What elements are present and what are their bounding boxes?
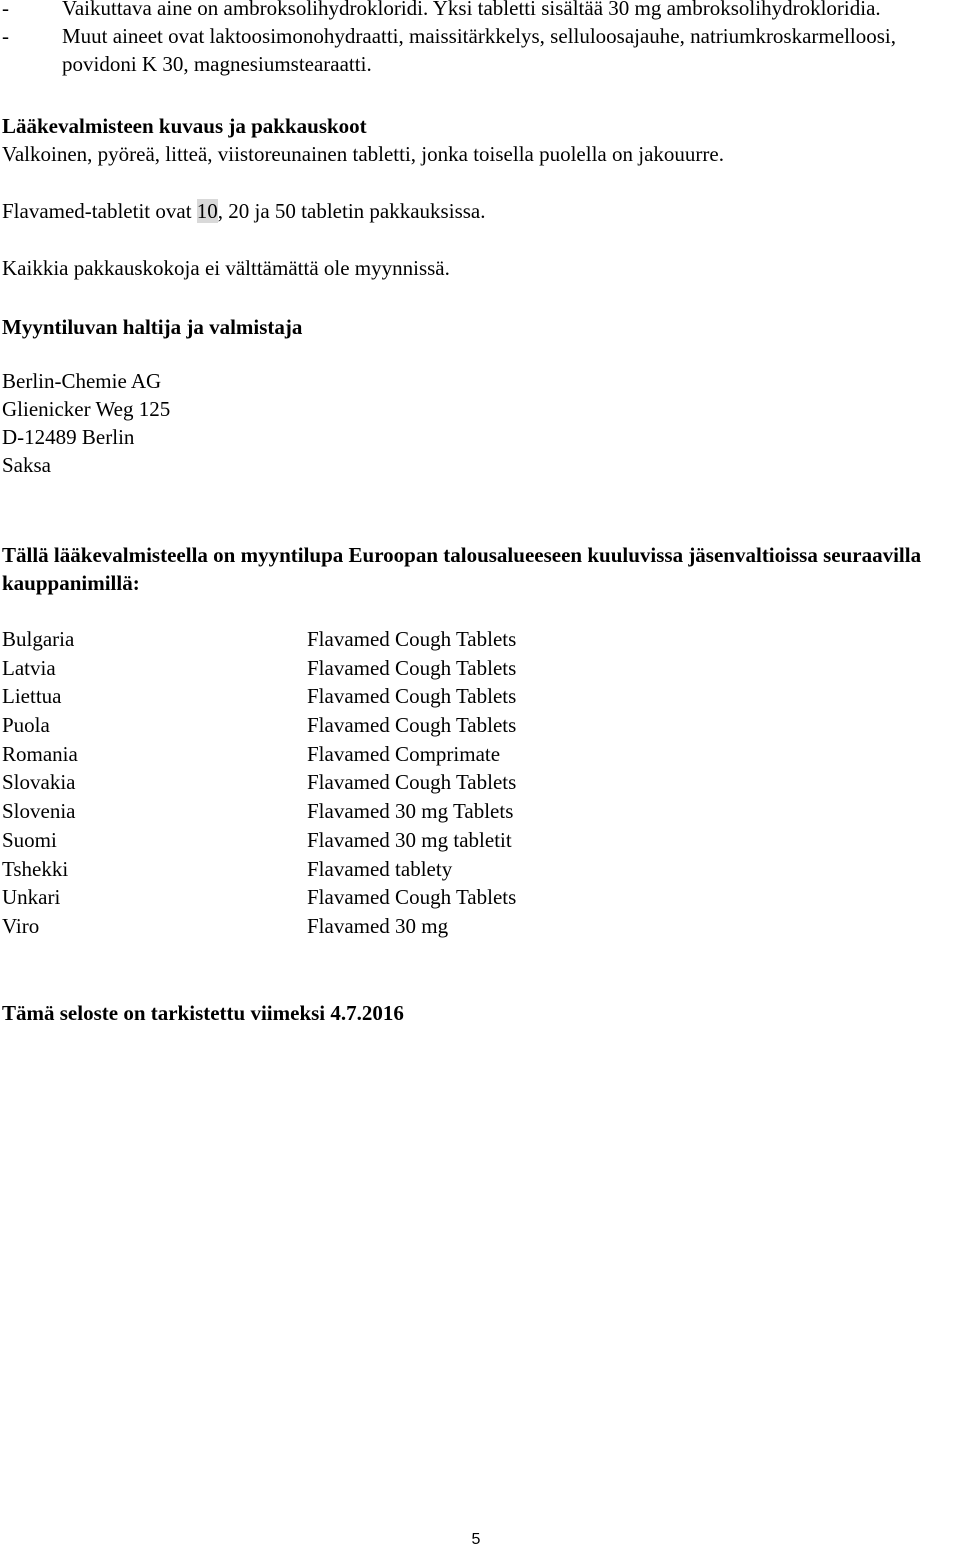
ingredients-list [0, 0, 960, 78]
page-number: 5 [471, 1531, 481, 1548]
trade-name: Flavamed 30 mg tabletit [307, 827, 512, 852]
pack-sizes-highlight: 10 [196, 199, 218, 223]
ingredient-item [0, 22, 960, 78]
table-row [2, 740, 702, 769]
country-name: Slovenia [2, 799, 76, 824]
trade-name: Flavamed Comprimate [307, 741, 501, 766]
trade-name: Flavamed Cough Tablets [307, 655, 517, 680]
authorisation-heading: Tällä lääkevalmisteella on myyntilupa Euroopan talousalueeseen kuuluvissa jäsenvaltioissa seuraavilla kauppanimillä: [2, 543, 922, 595]
country-name: Tshekki [2, 856, 69, 881]
bullet-dash: - [2, 0, 9, 20]
table-row [2, 855, 702, 884]
ingredient-text: Muut aineet ovat laktoosimonohydraatti, maissitärkkelys, selluloosajauhe, natriumkroskarmelloosi, povidoni K 30, magnesiumstearaatti. [62, 24, 897, 76]
address-line: Saksa [2, 453, 51, 477]
trade-name: Flavamed Cough Tablets [307, 770, 517, 795]
availability-text: Kaikkia pakkauskokoja ei välttämättä ole myynnissä. [2, 256, 450, 280]
address-line: Glienicker Weg 125 [2, 397, 171, 421]
country-name: Romania [2, 741, 78, 766]
table-row [2, 654, 702, 683]
description-section [2, 112, 952, 168]
table-row [2, 682, 702, 711]
table-row [2, 768, 702, 797]
trade-name: Flavamed Cough Tablets [307, 627, 517, 651]
country-name: Liettua [2, 684, 62, 709]
pack-sizes-prefix: Flavamed-tabletit ovat [2, 199, 197, 223]
country-name: Suomi [2, 827, 57, 852]
ingredient-text: Vaikuttava aine on ambroksolihydrokloridi. Yksi tabletti sisältää 30 mg ambroksolihydrokloridia. [62, 0, 881, 20]
holder-address [2, 367, 952, 479]
table-row [2, 912, 702, 941]
country-name: Viro [2, 913, 40, 938]
description-heading: Lääkevalmisteen kuvaus ja pakkauskoot [2, 114, 367, 138]
trade-name: Flavamed Cough Tablets [307, 885, 517, 910]
trade-name: Flavamed tablety [307, 856, 453, 881]
pack-sizes-suffix: , 20 ja 50 tabletin pakkauksissa. [217, 199, 486, 223]
trade-name: Flavamed Cough Tablets [307, 713, 517, 738]
trade-names-table [2, 625, 702, 941]
holder-heading: Myyntiluvan haltija ja valmistaja [2, 315, 303, 339]
table-row [2, 797, 702, 826]
table-row [2, 711, 702, 740]
table-row [2, 883, 702, 912]
country-name: Slovakia [2, 770, 76, 795]
trade-name: Flavamed 30 mg [307, 913, 449, 938]
address-line: D-12489 Berlin [2, 425, 135, 449]
trade-name: Flavamed 30 mg Tablets [307, 799, 514, 824]
ingredient-item [0, 0, 960, 22]
country-name: Unkari [2, 885, 61, 910]
table-row [2, 826, 702, 855]
country-name: Bulgaria [2, 627, 75, 651]
country-name: Puola [2, 713, 50, 738]
trade-name: Flavamed Cough Tablets [307, 684, 517, 709]
revision-date: Tämä seloste on tarkistettu viimeksi 4.7.2016 [2, 1001, 404, 1025]
country-name: Latvia [2, 655, 56, 680]
pack-sizes-text [2, 197, 952, 225]
bullet-dash: - [2, 24, 9, 48]
description-text: Valkoinen, pyöreä, litteä, viistoreunainen tabletti, jonka toisella puolella on jakouurre. [2, 142, 724, 166]
table-row [2, 625, 702, 654]
address-line: Berlin-Chemie AG [2, 369, 162, 393]
